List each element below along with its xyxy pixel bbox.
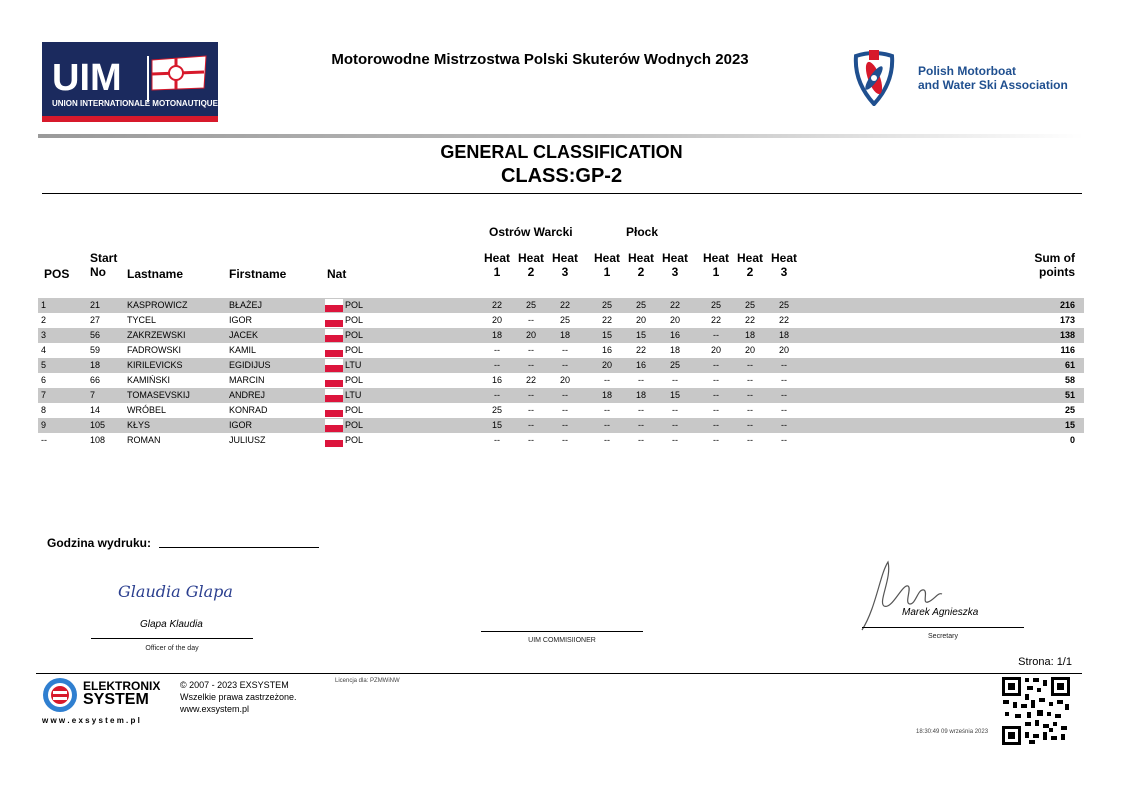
- cell-heat-points: 15: [601, 330, 612, 340]
- exsystem-brand-line1: ELEKTRONIX: [83, 679, 161, 693]
- cell-heat-points: 22: [744, 315, 755, 325]
- cell-heat-points: 20: [778, 345, 789, 355]
- cell-lastname: ROMAN: [127, 435, 161, 445]
- cell-sum-points: 116: [1060, 345, 1075, 355]
- cell-sum-points: 15: [1064, 420, 1075, 430]
- table-row: [38, 298, 1084, 313]
- cell-nat: POL: [345, 435, 364, 445]
- cell-heat-points: 15: [491, 420, 502, 430]
- cell-heat-points: 16: [635, 360, 646, 370]
- cell-firstname: JULIUSZ: [229, 435, 266, 445]
- cell-heat-points: 22: [710, 315, 721, 325]
- cell-heat-points: --: [747, 375, 753, 385]
- website-link[interactable]: www.exsystem.pl: [180, 704, 250, 714]
- cell-pos: 9: [41, 420, 47, 430]
- cell-sum-points: 25: [1064, 405, 1075, 415]
- cell-heat-points: 16: [491, 375, 502, 385]
- cell-pos: 1: [41, 300, 47, 310]
- cell-heat-points: 25: [635, 300, 646, 310]
- heat-header: Heat 1: [702, 251, 729, 279]
- column-header-lastname: Lastname: [127, 267, 184, 281]
- nation-flag-icon: [325, 389, 343, 402]
- cell-lastname: FADROWSKI: [127, 345, 182, 355]
- cell-heat-points: --: [747, 435, 753, 445]
- cell-heat-points: 18: [635, 390, 646, 400]
- cell-heat-points: --: [747, 420, 753, 430]
- cell-heat-points: 22: [525, 375, 536, 385]
- cell-heat-points: 20: [635, 315, 646, 325]
- cell-firstname: KAMIL: [229, 345, 257, 355]
- heat-header: Heat 2: [736, 251, 763, 279]
- nation-flag-icon: [325, 359, 343, 372]
- cell-heat-points: --: [638, 375, 644, 385]
- cell-nat: POL: [345, 345, 364, 355]
- qr-code-icon: [1001, 676, 1071, 746]
- cell-heat-points: --: [562, 390, 568, 400]
- cell-heat-points: 25: [669, 360, 680, 370]
- cell-firstname: EGIDIJUS: [229, 360, 271, 370]
- cell-heat-points: 18: [491, 330, 502, 340]
- license-text: Licencja dla: PZMWiNW: [335, 678, 400, 684]
- cell-heat-points: 15: [635, 330, 646, 340]
- cell-heat-points: 20: [491, 315, 502, 325]
- cell-heat-points: --: [604, 435, 610, 445]
- cell-start-no: 7: [90, 390, 96, 400]
- copyright-text: © 2007 - 2023 EXSYSTEM: [180, 680, 289, 690]
- cell-heat-points: --: [494, 345, 500, 355]
- cell-heat-points: --: [781, 435, 787, 445]
- cell-heat-points: --: [562, 360, 568, 370]
- cell-heat-points: --: [672, 375, 678, 385]
- secretary-signature-line: [862, 627, 1024, 628]
- cell-heat-points: 20: [559, 375, 570, 385]
- cell-sum-points: 51: [1064, 390, 1075, 400]
- cell-heat-points: --: [747, 360, 753, 370]
- cell-heat-points: 18: [744, 330, 755, 340]
- cell-firstname: ANDREJ: [229, 390, 266, 400]
- cell-heat-points: 25: [778, 300, 789, 310]
- cell-pos: 5: [41, 360, 47, 370]
- cell-heat-points: 25: [710, 300, 721, 310]
- nation-flag-icon: [325, 329, 343, 342]
- cell-heat-points: --: [713, 435, 719, 445]
- secretary-name: Marek Agnieszka: [902, 607, 979, 618]
- column-header-start-no-line1: Start: [90, 251, 118, 265]
- nation-flag-icon: [325, 419, 343, 432]
- cell-heat-points: 25: [491, 405, 502, 415]
- cell-heat-points: --: [604, 405, 610, 415]
- table-row: [38, 358, 1084, 373]
- cell-heat-points: 22: [491, 300, 502, 310]
- column-header-firstname: Firstname: [229, 267, 287, 281]
- cell-heat-points: 22: [778, 315, 789, 325]
- cell-heat-points: --: [638, 435, 644, 445]
- cell-heat-points: --: [672, 420, 678, 430]
- cell-heat-points: --: [713, 360, 719, 370]
- table-row: [38, 313, 1084, 328]
- venue-plock: Płock: [626, 225, 659, 239]
- event-title: Motorowodne Mistrzostwa Polski Skuterów Wodnych 2023: [331, 51, 749, 68]
- cell-heat-points: --: [781, 390, 787, 400]
- officer-name: Glapa Klaudia: [140, 619, 203, 630]
- cell-firstname: JACEK: [229, 330, 259, 340]
- cell-heat-points: --: [528, 435, 534, 445]
- cell-heat-points: --: [528, 360, 534, 370]
- cell-heat-points: --: [494, 390, 500, 400]
- cell-heat-points: --: [781, 405, 787, 415]
- table-row: [38, 328, 1084, 343]
- heat-header: Heat 1: [593, 251, 620, 279]
- cell-heat-points: --: [672, 405, 678, 415]
- association-name-line2: and Water Ski Association: [918, 78, 1068, 92]
- cell-start-no: 21: [90, 300, 101, 310]
- association-name-line1: Polish Motorboat: [918, 64, 1016, 78]
- cell-heat-points: --: [562, 405, 568, 415]
- secretary-role: Secretary: [928, 633, 958, 640]
- cell-lastname: KŁYS: [127, 420, 151, 430]
- cell-heat-points: 20: [601, 360, 612, 370]
- cell-lastname: WRÓBEL: [127, 405, 167, 415]
- cell-pos: 7: [41, 390, 47, 400]
- cell-heat-points: --: [713, 405, 719, 415]
- cell-lastname: KASPROWICZ: [127, 300, 188, 310]
- cell-sum-points: 216: [1059, 300, 1075, 310]
- cell-heat-points: 18: [778, 330, 789, 340]
- cell-lastname: ZAKRZEWSKI: [127, 330, 186, 340]
- nation-flag-icon: [325, 404, 343, 417]
- cell-start-no: 105: [90, 420, 106, 430]
- table-row: [38, 388, 1084, 403]
- cell-nat: POL: [345, 315, 364, 325]
- column-header-nat: Nat: [327, 267, 347, 281]
- table-row: [38, 343, 1084, 358]
- cell-heat-points: 20: [710, 345, 721, 355]
- cell-heat-points: --: [781, 420, 787, 430]
- class-label: CLASS:GP-2: [500, 165, 623, 187]
- cell-heat-points: --: [562, 345, 568, 355]
- cell-heat-points: 18: [601, 390, 612, 400]
- table-row: [38, 418, 1084, 433]
- heat-header: Heat 2: [627, 251, 654, 279]
- heat-header: Heat 3: [661, 251, 688, 279]
- cell-heat-points: 16: [601, 345, 612, 355]
- cell-lastname: KAMIŃSKI: [127, 375, 171, 385]
- officer-signature: Glaudia Glapa: [118, 582, 233, 601]
- cell-heat-points: 20: [525, 330, 536, 340]
- table-row: [38, 403, 1084, 418]
- cell-start-no: 27: [90, 315, 101, 325]
- header-divider: [38, 134, 1084, 138]
- print-time-label: Godzina wydruku:: [47, 536, 152, 550]
- cell-nat: POL: [345, 405, 364, 415]
- cell-nat: LTU: [345, 390, 362, 400]
- heat-header: Heat 3: [770, 251, 797, 279]
- cell-heat-points: 22: [559, 300, 570, 310]
- document-title: GENERAL CLASSIFICATION: [440, 142, 683, 162]
- cell-start-no: 66: [90, 375, 101, 385]
- column-header-start-no-line2: No: [90, 265, 106, 279]
- cell-lastname: TYCEL: [127, 315, 157, 325]
- copyright-block: [180, 679, 297, 715]
- cell-nat: LTU: [345, 360, 362, 370]
- footer-divider: [36, 673, 1082, 674]
- cell-start-no: 59: [90, 345, 101, 355]
- cell-heat-points: --: [781, 375, 787, 385]
- cell-heat-points: 25: [601, 300, 612, 310]
- cell-firstname: KONRAD: [229, 405, 268, 415]
- cell-heat-points: --: [747, 390, 753, 400]
- rights-text: Wszelkie prawa zastrzeżone.: [180, 692, 297, 702]
- cell-pos: 8: [41, 405, 47, 415]
- exsystem-brand: [83, 679, 160, 707]
- print-time-field: [159, 547, 319, 548]
- nation-flag-icon: [325, 344, 343, 357]
- cell-heat-points: 22: [635, 345, 646, 355]
- cell-pos: 4: [41, 345, 47, 355]
- cell-heat-points: --: [528, 405, 534, 415]
- nation-flag-icon: [325, 314, 343, 327]
- column-header-start-no: [90, 251, 117, 279]
- exsystem-logo-icon: [41, 676, 79, 714]
- cell-heat-points: 15: [669, 390, 680, 400]
- cell-start-no: 18: [90, 360, 101, 370]
- association-name: [918, 64, 1068, 92]
- uim-logo-subtext: UNION INTERNATIONALE MOTONAUTIQUE: [52, 99, 218, 108]
- commissioner-role: UIM COMMISIIONER: [528, 637, 596, 644]
- cell-heat-points: 22: [601, 315, 612, 325]
- cell-heat-points: --: [528, 390, 534, 400]
- cell-heat-points: 18: [669, 345, 680, 355]
- cell-heat-points: --: [562, 435, 568, 445]
- cell-sum-points: 61: [1064, 360, 1075, 370]
- heat-header: Heat 1: [483, 251, 510, 279]
- table-row: [38, 433, 1084, 448]
- uim-logo: [42, 42, 218, 122]
- commissioner-signature-line: [481, 631, 643, 632]
- column-header-sum-line2: points: [1039, 265, 1075, 279]
- column-header-pos: POS: [44, 267, 70, 281]
- cell-heat-points: 25: [744, 300, 755, 310]
- cell-start-no: 56: [90, 330, 101, 340]
- table-row: [38, 373, 1084, 388]
- cell-firstname: IGOR: [229, 420, 253, 430]
- cell-heat-points: 22: [669, 300, 680, 310]
- cell-sum-points: 138: [1059, 330, 1075, 340]
- cell-heat-points: --: [528, 420, 534, 430]
- print-timestamp: 18:30:49 09 września 2023: [916, 729, 989, 735]
- page-number: Strona: 1/1: [1018, 656, 1072, 668]
- officer-signature-line: [91, 638, 253, 639]
- cell-nat: POL: [345, 420, 364, 430]
- cell-heat-points: --: [781, 360, 787, 370]
- heat-header: Heat 2: [517, 251, 544, 279]
- cell-heat-points: 18: [559, 330, 570, 340]
- cell-heat-points: --: [528, 315, 534, 325]
- cell-heat-points: --: [604, 420, 610, 430]
- cell-heat-points: --: [562, 420, 568, 430]
- nation-flag-icon: [325, 374, 343, 387]
- column-header-sum: [1034, 251, 1075, 279]
- cell-heat-points: 25: [525, 300, 536, 310]
- cell-sum-points: 58: [1064, 375, 1075, 385]
- cell-heat-points: --: [672, 435, 678, 445]
- cell-start-no: 14: [90, 405, 101, 415]
- cell-heat-points: --: [713, 330, 719, 340]
- exsystem-url: w w w . e x s y s t e m . p l: [42, 716, 140, 725]
- cell-nat: POL: [345, 330, 364, 340]
- pmwsa-logo-icon: [852, 48, 896, 106]
- nation-flag-icon: [325, 434, 343, 447]
- cell-lastname: KIRILEVICKS: [127, 360, 183, 370]
- cell-heat-points: --: [713, 390, 719, 400]
- heat-header: Heat 3: [551, 251, 578, 279]
- cell-sum-points: 173: [1059, 315, 1075, 325]
- venue-ostrow-warcki: Ostrów Warcki: [489, 225, 573, 239]
- cell-heat-points: --: [528, 345, 534, 355]
- cell-heat-points: --: [494, 435, 500, 445]
- cell-firstname: MARCIN: [229, 375, 265, 385]
- cell-heat-points: 20: [744, 345, 755, 355]
- cell-heat-points: --: [747, 405, 753, 415]
- cell-heat-points: 16: [669, 330, 680, 340]
- cell-firstname: BŁAŻEJ: [229, 300, 263, 310]
- uim-logo-text: UIM: [52, 57, 122, 99]
- cell-firstname: IGOR: [229, 315, 253, 325]
- officer-role: Officer of the day: [145, 645, 199, 652]
- cell-heat-points: 20: [669, 315, 680, 325]
- cell-heat-points: --: [604, 375, 610, 385]
- cell-heat-points: --: [713, 375, 719, 385]
- cell-heat-points: --: [494, 360, 500, 370]
- cell-heat-points: --: [638, 420, 644, 430]
- cell-heat-points: --: [638, 405, 644, 415]
- title-divider: [42, 193, 1082, 194]
- cell-nat: POL: [345, 375, 364, 385]
- nation-flag-icon: [325, 299, 343, 312]
- cell-pos: 2: [41, 315, 47, 325]
- cell-pos: 3: [41, 330, 47, 340]
- exsystem-brand-line2: SYSTEM: [83, 691, 149, 708]
- cell-start-no: 108: [90, 435, 106, 445]
- cell-pos: 6: [41, 375, 47, 385]
- cell-pos: --: [41, 435, 47, 445]
- cell-heat-points: --: [713, 420, 719, 430]
- cell-heat-points: 25: [559, 315, 570, 325]
- cell-sum-points: 0: [1069, 435, 1075, 445]
- cell-lastname: TOMASEVSKIJ: [127, 390, 190, 400]
- column-header-sum-line1: Sum of: [1034, 251, 1075, 265]
- cell-nat: POL: [345, 300, 364, 310]
